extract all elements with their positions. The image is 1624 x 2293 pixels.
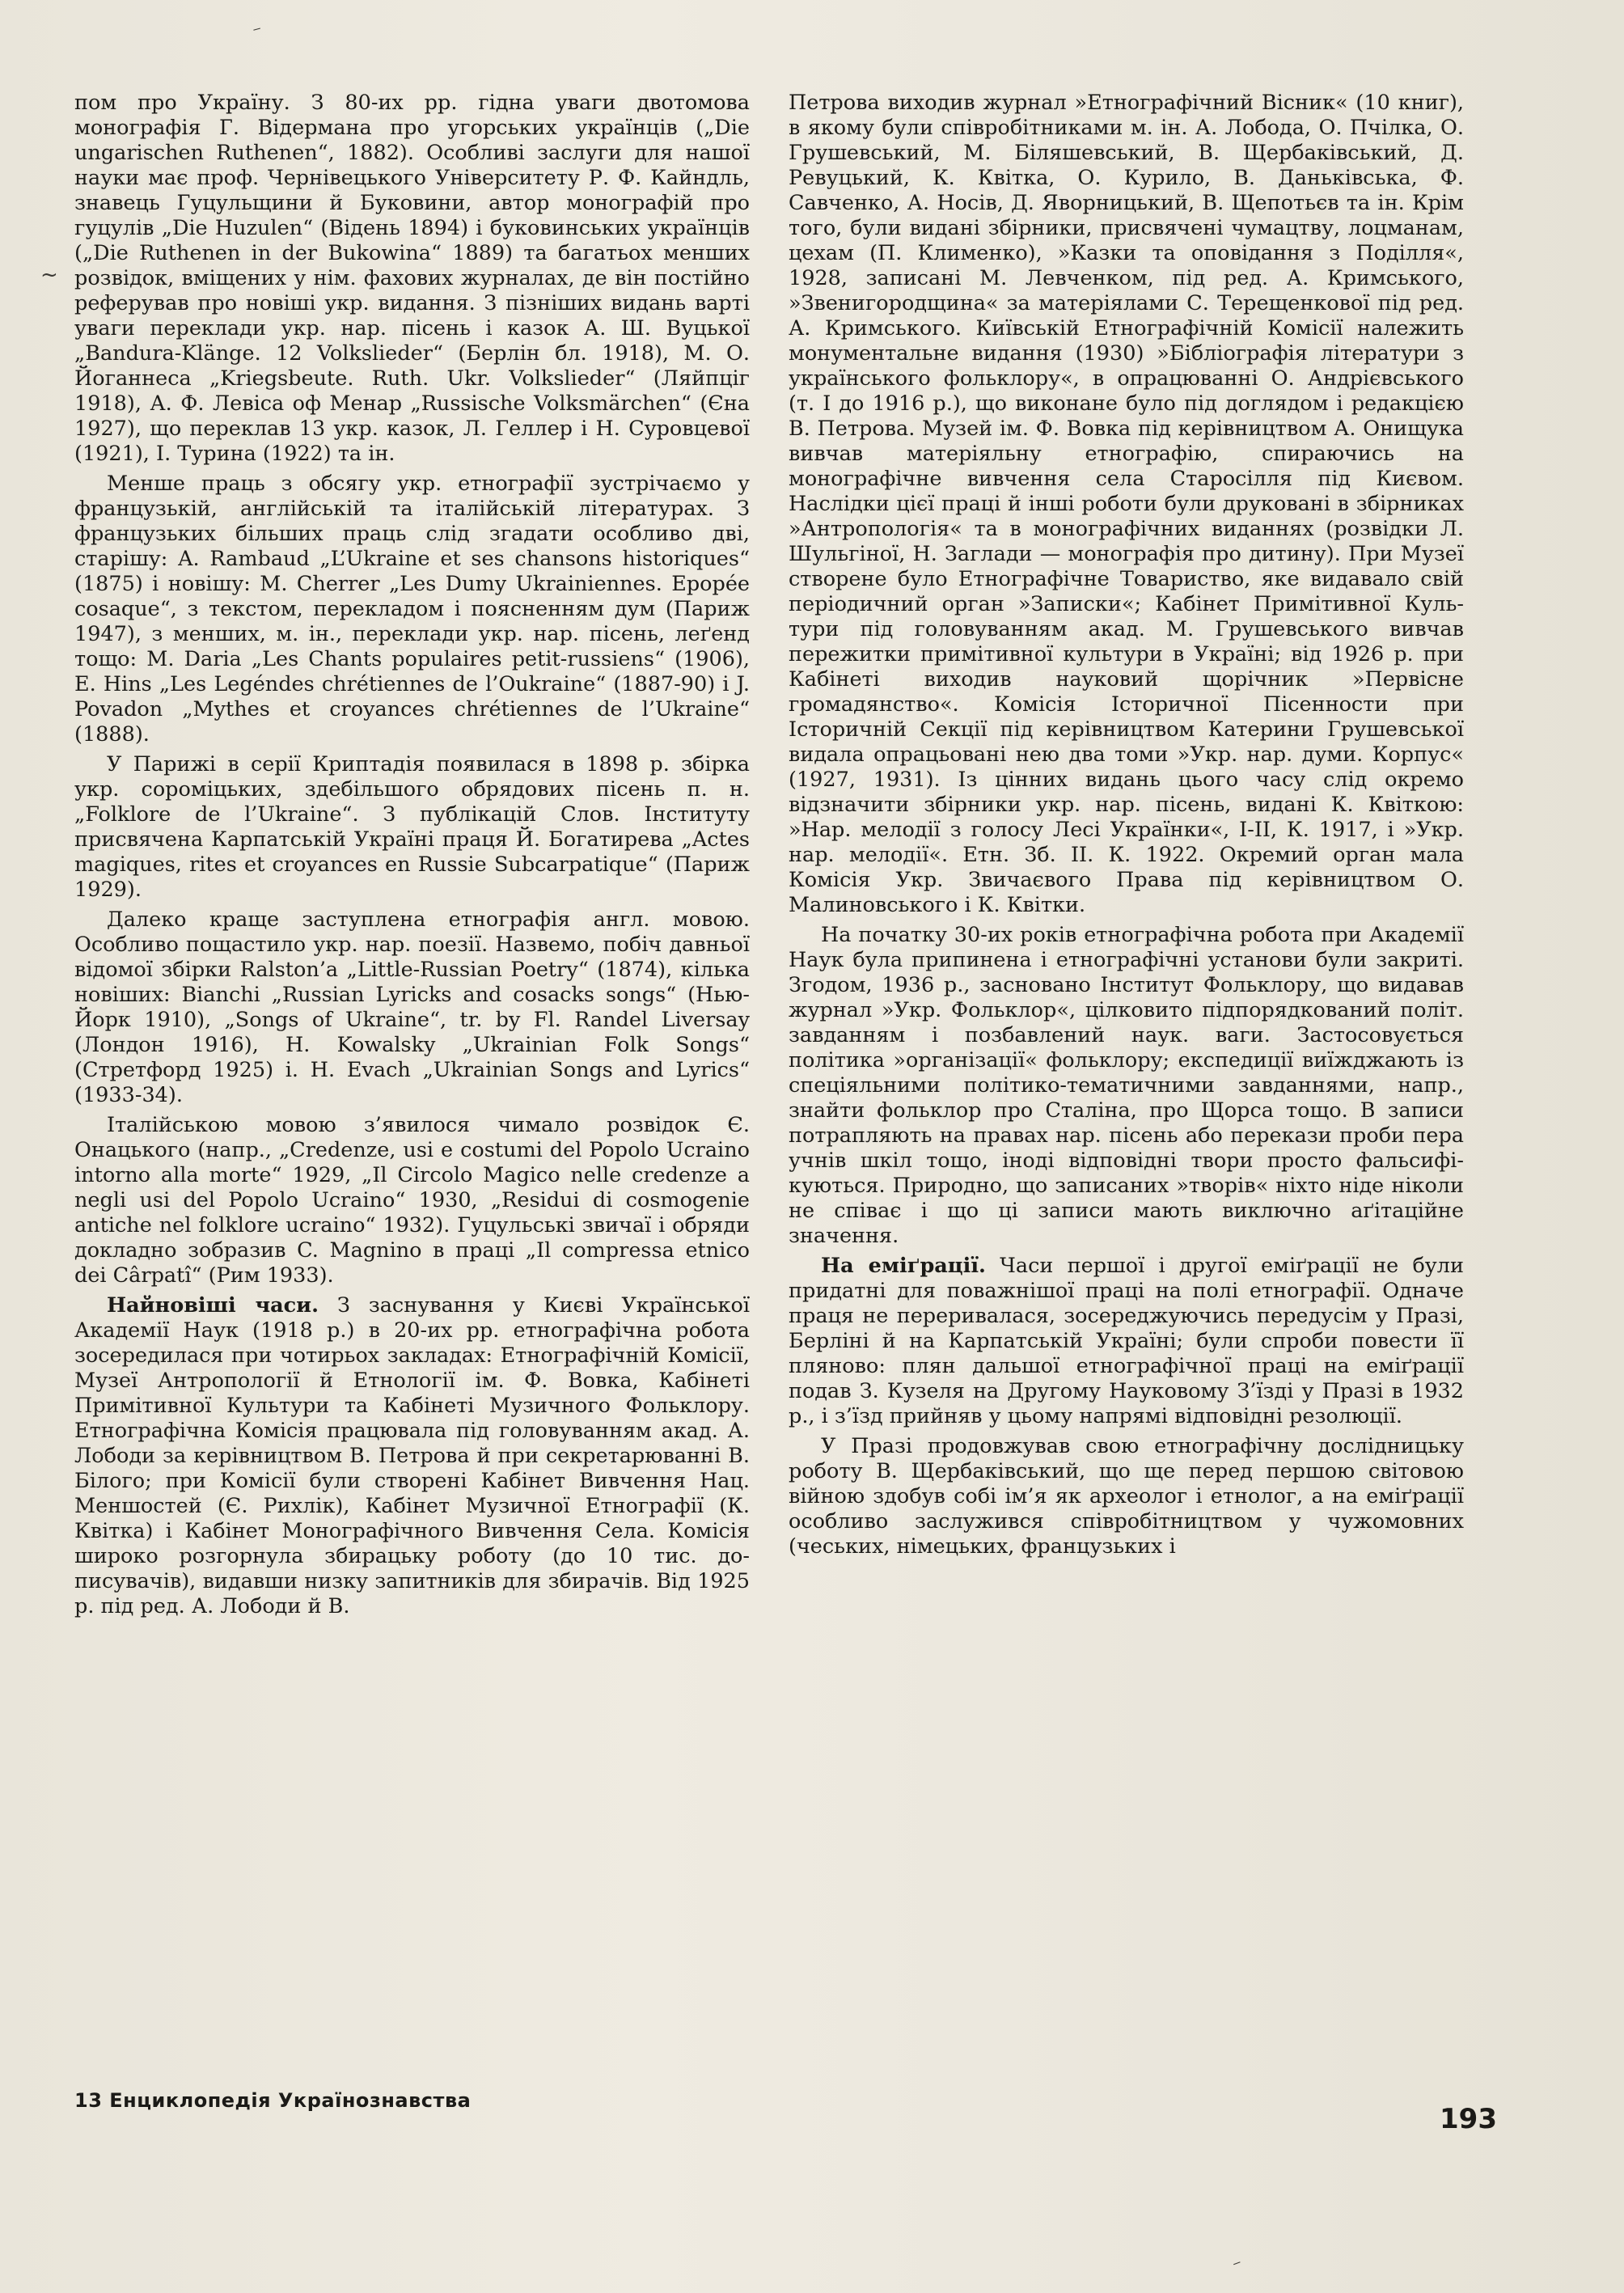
printer-signature: 13 Енциклопедія Українознавства [74,2089,472,2112]
paragraph: У Парижі в серії Криптадія появилася в 1898 р. збірка укр. сороміцьких, здебільшого обрядових пісень п. н. „Folklore de l’Ukraine“. З публікацій Слов. Інституту присвячена Карпатській Україні праця Й. Богатирева „Actes magiques, rites et croyances en Russie Subcarpatique“ (Париж 1929). [74,752,750,902]
margin-pencil-mark: ~ [40,263,58,287]
paragraph: У Празі продовжував свою етнографічну дослідницьку роботу В. Щербаківський, що ще перед першою світовою війною здобув собі ім’я як археолог і етнолог, а на еміґрації особливо заслужився співробітництвом у чужомовних (чеських, німецьких, французьких і [789,1434,1464,1559]
section-paragraph-emigration [789,1254,1464,1429]
scratch-mark: ⁻ [250,21,265,44]
paragraph-body: З заснування у Києві Української Академії Наук (1918 р.) в 20-их рр. етнографічна робота зосередилася при чотирьох закладах: Етнографічній Комісії, Музеї Антропології й Етнології ім. Ф. Вовка, Кабінеті Примітивної Культури та Кабінеті Музичного Фольклору. Етнографічна Комісія працювала під головуванням акад. А. Лободи за керівництвом В. Петрова й при секретарюванні В. Білого; при Комісії були створені Кабінет Вивчення Нац. Меншостей (Є. Рихлік), Кабінет Музичної Етнографії (К. Квітка) і Кабінет Монографічного Вивчення Села. Комісія широко розгорнула збирацьку роботу (до 10 тис. дописувачів), видавши низку запитників для збирачів. Від 1925 р. під ред. А. Лободи й В. [74,1293,750,1618]
paragraph: Далеко краще заступлена етнографія англ. мовою. Особливо пощастило укр. нар. поезії. Назвемо, побіч давньої відомої збірки Ralston’a „Little-Russian Poetry“ (1874), кілька новіших: Bianchi „Russian Lyricks and cosacks songs“ (Нью-Йорк 1910), „Songs of Ukraine“, tr. by Fl. Randel Liversay (Лондон 1916), H. Kowalsky „Ukrainian Folk Songs“ (Стретфорд 1925) і. H. Evach „Ukrainian Songs and Lyrics“ (1933-34). [74,907,750,1107]
section-heading: Найновіші часи. [107,1293,319,1318]
section-heading: На еміґрації. [821,1254,986,1278]
paragraph: Петрова виходив журнал »Етнографічний Вісник« (10 книг), в якому були співробітниками м. ін. А. Лобода, О. Пчілка, О. Грушевський, М. Біляшевський, В. Щербаківський, Д. Ревуцький, К. Квітка, О. Курило, В. Даньківська, Ф. Савченко, А. Носів, Д. Яворницький, В. Щепотьєв та ін. Крім того, були видані збірники, присвячені чумацтву, лоцманам, цехам (П. Клименко), »Казки та оповідання з Поділля«, 1928, записані М. Левченком, під ред. А. Кримського, »Звенигородщина« за матеріялами С. Терещенкової під ред. А. Кримського. Київській Етнографічній Комісії належить монументальне видання (1930) »Бібліографія літератури з українського фольклору«, в опрацюванні О. Андрієвського (т. І до 1916 р.), що виконане було під доглядом і редакцією В. Петрова. Музей ім. Ф. Вовка під керівництвом А. Онищука вивчав матеріяльну етнографію, спираючись на монографічне вивчення села Старосілля під Києвом. Наслідки цієї праці й інші роботи були друковані в збірниках »Антропологія« та в монографічних виданнях (розвідки Л. Шульгіної, Н. Заглади — монографія про дитину). При Музеї створене було Етнографічне Товариство, яке видавало свій періодичний орган »Записки«; Кабінет Примітивної Культури під головуванням акад. М. Грушевського вивчав пережитки примітивної культури в Україні; від 1926 р. при Кабінеті виходив науковий щорічник »Первісне громадянство«. Комісія Історичної Пісенности при Історичній Секції під керівництвом Катерини Грушевської видала опрацьовані нею два томи »Укр. нар. думи. Корпус« (1927, 1931). Із цінних видань цього часу слід окремо відзначити збірники укр. нар. пісень, видані К. Квіткою: »Нар. мелодії з голосу Лесі Українки«, І-ІІ, К. 1917, і »Укр. нар. мелодії«. Етн. Зб. ІІ. К. 1922. Окремий орган мала Комісія Укр. Звичаєвого Права під керівництвом О. Малиновського і К. Квітки. [789,91,1464,917]
section-paragraph-newest-times [74,1293,750,1619]
left-text-column [74,91,750,1624]
right-text-column [789,91,1464,1564]
page-number: 193 [1440,2103,1497,2135]
paragraph: пом про Україну. З 80-их рр. гідна уваги двотомова монографія Г. Відермана про угорських українців („Die ungarischen Ruthenen“, 1882). Особливі заслуги для нашої науки має проф. Чернівецького Університету Р. Ф. Кайндль, знавець Гуцульщини й Буковини, автор монографій про гуцулів „Die Huzulen“ (Відень 1894) і буковинських українців („Die Ruthenen in der Bukowina“ 1889) та багатьох менших розвідок, вміщених у нім. фахових журналах, де він постійно реферував про новіші укр. видання. З пізніших видань варті уваги переклади укр. нар. пісень і казок А. Ш. Вуцької „Bandura-Klänge. 12 Volkslieder“ (Берлін бл. 1918), М. О. Йоганнеса „Kriegsbeute. Ruth. Ukr. Volkslieder“ (Ляйпціг 1918), А. Ф. Левіса оф Менар „Russische Volksmärchen“ (Єна 1927), що переклав 13 укр. казок, Л. Геллер і Н. Суровцевої (1921), І. Турина (1922) та ін. [74,91,750,466]
paragraph: Менше праць з обсягу укр. етнографії зустрічаємо у французькій, англійській та італійській літературах. З французьких більших праць слід згадати особливо дві, старішу: A. Rambaud „L’Ukraine et ses chansons historiques“ (1875) і новішу: M. Cherrer „Les Dumy Ukrainiennes. Epopée cosaque“, з текстом, перекладом і поясненням дум (Париж 1947), з менших, м. ін., переклади укр. нар. пісень, леґенд тощо: M. Daria „Les Chants populaires petit-russiens“ (1906), E. Hins „Les Legéndes chrétiennes de l’Oukraine“ (1887-90) і J. Povadon „Mythes et croyances chrétiennes de l’Ukraine“ (1888). [74,472,750,747]
paragraph: На початку 30-их років етнографічна робота при Академії Наук була припинена і етнографічні установи були закриті. Згодом, 1936 р., засновано Інститут Фольклору, що видавав журнал »Укр. Фольклор«, цілковито підпорядкований політ. завданням і позбавлений наук. ваги. Застосовується політика »організації« фольклору; експедиції виїжджають із спеціяльними політико-тематичними завданнями, напр., знайти фольклор про Сталіна, про Щорса тощо. В записи потрапляють на правах нар. пісень або перекази проби пера учнів шкіл тощо, іноді відповідні твори просто фальсифікуються. Природно, що записаних »творів« ніхто ніде ніколи не співає і що ці записи мають виключно аґітаційне значення. [789,923,1464,1248]
paragraph-body: Часи першої і другої еміґрації не були придатні для поважнішої праці на полі етнографії. Одначе праця не переривалася, зосереджуючись передусім у Празі, Берліні й на Карпатській Україні; були спроби повести її пляново: плян дальшої етнографічної праці на еміґрації подав З. Кузеля на Другому Науковому З’їзді у Празі в 1932 р., і з’їзд прийняв у цьому напрямі відповідні резолюції. [789,1254,1465,1428]
paragraph: Італійською мовою з’явилося чимало розвідок Є. Онацького (напр., „Credenze, usi e costumi del Popolo Ucraino intorno alla morte“ 1929, „Il Circolo Magico nelle credenze a negli usi del Popolo Ucraino“ 1930, „Residui di cosmogenie antiche nel folklore ucraino“ 1932). Гуцульські звичаї і обряди докладно зобразив C. Magnino в праці „Il compressa etnico dei Cârpatî“ (Рим 1933). [74,1113,750,1288]
scratch-mark: ⁻ [1230,2255,1246,2278]
